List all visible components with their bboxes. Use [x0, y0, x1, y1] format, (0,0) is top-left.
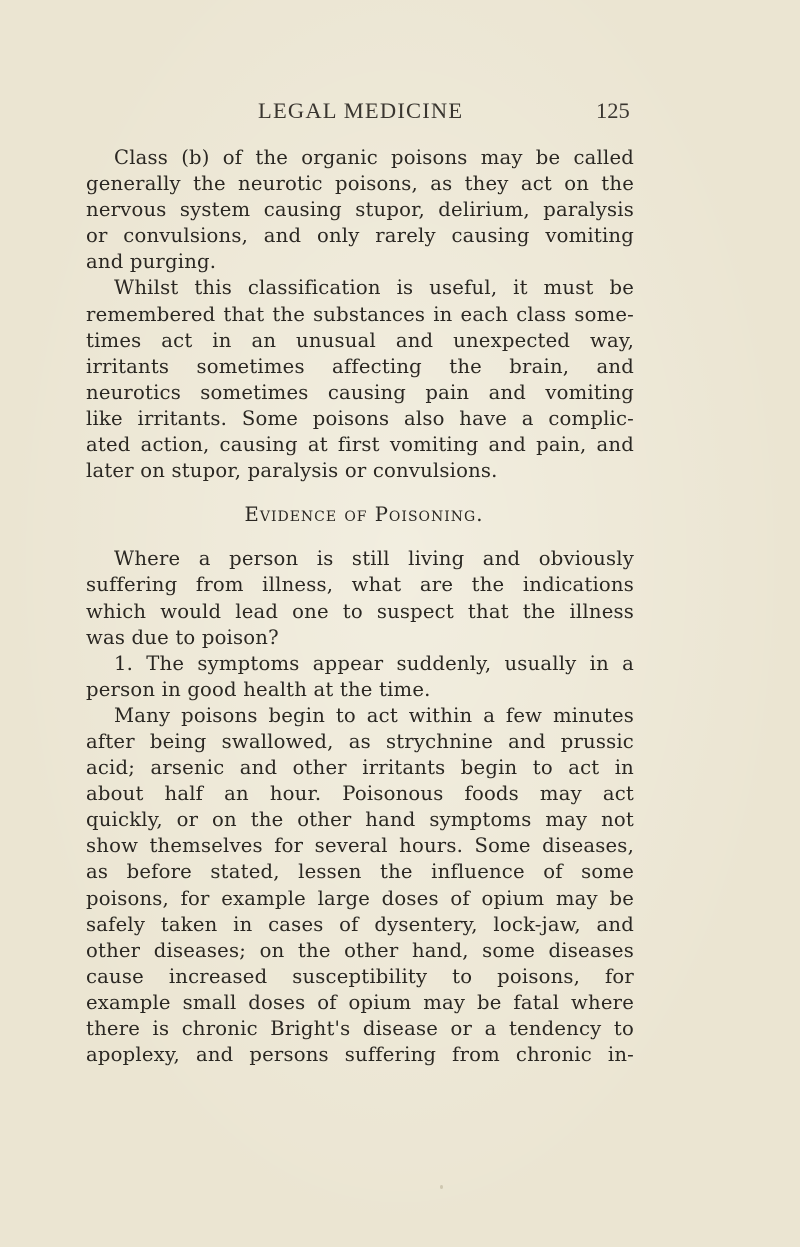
text-line: person in good health at the time. — [86, 677, 431, 701]
text-line: Many poisons begin to act within a few minutes — [114, 703, 634, 727]
text-line: like irritants. Some poisons also have a complic- — [86, 406, 634, 430]
running-head — [0, 98, 800, 132]
text-line: remembered that the substances in each class some- — [86, 302, 634, 326]
paragraph-classification — [86, 275, 634, 484]
section-heading-text: Evidence of Poisoning. — [244, 503, 484, 527]
text-line: generally the neurotic poisons, as they act on the — [86, 172, 634, 196]
text-line: show themselves for several hours. Some diseases, — [86, 834, 634, 858]
text-line: cause increased susceptibility to poisons, for — [86, 964, 634, 988]
text-line: quickly, or on the other hand symptoms may not — [86, 808, 634, 832]
paragraph-organic-poisons — [86, 145, 634, 275]
paragraph-onset — [86, 703, 634, 1068]
text-line: as before stated, lessen the influence of some — [86, 860, 634, 884]
body-text — [86, 145, 634, 1068]
paragraph-indications — [86, 546, 634, 650]
text-line: or convulsions, and only rarely causing vomiting — [86, 224, 634, 248]
section-heading — [86, 502, 634, 528]
text-line: Class (b) of the organic poisons may be called — [114, 146, 634, 169]
text-line: after being swallowed, as strychnine and prussic — [86, 729, 634, 753]
paper-speck — [440, 1185, 443, 1189]
text-line: other diseases; on the other hand, some diseases — [86, 938, 634, 962]
text-line: poisons, for example large doses of opium may be — [86, 886, 634, 910]
text-line: 1. The symptoms appear suddenly, usually in a — [114, 651, 634, 675]
text-line: later on stupor, paralysis or convulsions. — [86, 459, 498, 483]
text-line: safely taken in cases of dysentery, lock-jaw, and — [86, 912, 634, 936]
text-line: neurotics sometimes causing pain and vomiting — [86, 380, 634, 404]
text-line: apoplexy, and persons suffering from chronic in- — [86, 1043, 634, 1067]
text-line: Whilst this classification is useful, it must be — [114, 276, 634, 300]
text-line: irritants sometimes affecting the brain, and — [86, 354, 634, 378]
text-line: there is chronic Bright's disease or a tendency to — [86, 1017, 634, 1040]
page-number: 125 — [596, 98, 630, 123]
text-line: and purging. — [86, 250, 217, 274]
text-line: was due to poison? — [86, 625, 279, 649]
paragraph-symptoms — [86, 651, 634, 703]
text-line: acid; arsenic and other irritants begin to act in — [86, 756, 634, 780]
text-line: Where a person is still living and obviously — [114, 547, 634, 571]
running-title: LEGAL MEDICINE — [258, 98, 464, 123]
text-line: ated action, causing at first vomiting and pain, and — [86, 433, 634, 457]
text-line: suffering from illness, what are the indications — [86, 573, 634, 597]
text-line: times act in an unusual and unexpected way, — [86, 328, 634, 352]
text-line: about half an hour. Poisonous foods may act — [86, 782, 634, 806]
text-line: which would lead one to suspect that the illness — [86, 599, 634, 623]
text-line: example small doses of opium may be fatal where — [86, 990, 634, 1014]
text-line: nervous system causing stupor, delirium, paralysis — [86, 198, 634, 222]
